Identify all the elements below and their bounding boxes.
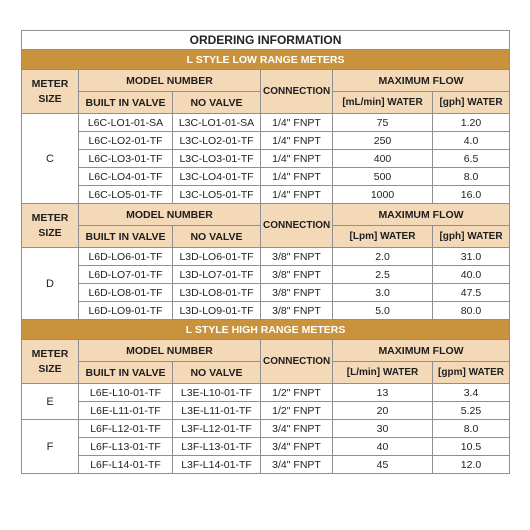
table-row — [22, 284, 510, 302]
built-in-valve-cell: L6E-L10-01-TF — [79, 384, 173, 402]
meter-header-label: METER — [31, 211, 69, 224]
built-in-valve-cell: L6C-LO4-01-TF — [79, 168, 173, 186]
connection-cell: 1/2" FNPT — [261, 384, 333, 402]
maximum-flow-header: MAXIMUM FLOW — [333, 70, 510, 92]
max-flow-imperial-cell: 31.0 — [433, 248, 510, 266]
meter-size-cell: C — [22, 114, 79, 204]
built-in-valve-cell: L6D-LO8-01-TF — [79, 284, 173, 302]
table-row — [22, 266, 510, 284]
max-flow-metric-cell: 1000 — [333, 186, 433, 204]
connection-cell: 3/8" FNPT — [261, 302, 333, 320]
built-in-valve-cell: L6C-LO1-01-SA — [79, 114, 173, 132]
section-band: L STYLE HIGH RANGE METERS — [22, 320, 510, 340]
model-number-header: MODEL NUMBER — [79, 204, 261, 226]
flow-unit-header: [Lpm] WATER — [333, 226, 433, 248]
maximum-flow-header: MAXIMUM FLOW — [333, 204, 510, 226]
no-valve-cell: L3C-LO2-01-TF — [173, 132, 261, 150]
max-flow-imperial-cell: 40.0 — [433, 266, 510, 284]
flow-unit-header: [mL/min] WATER — [333, 92, 433, 114]
no-valve-cell: L3F-L14-01-TF — [173, 456, 261, 474]
flow-unit-header: [L/min] WATER — [333, 362, 433, 384]
built-in-valve-cell: L6F-L13-01-TF — [79, 438, 173, 456]
max-flow-metric-cell: 2.5 — [333, 266, 433, 284]
meter-size-header — [22, 340, 79, 384]
max-flow-imperial-cell: 80.0 — [433, 302, 510, 320]
flow-unit-header: [gpm] WATER — [433, 362, 510, 384]
no-valve-cell: L3E-L10-01-TF — [173, 384, 261, 402]
table-row — [22, 248, 510, 266]
built-in-valve-header: BUILT IN VALVE — [79, 92, 173, 114]
connection-header: CONNECTION — [261, 340, 333, 384]
max-flow-imperial-cell: 1.20 — [433, 114, 510, 132]
meter-size-cell: D — [22, 248, 79, 320]
max-flow-metric-cell: 2.0 — [333, 248, 433, 266]
built-in-valve-header: BUILT IN VALVE — [79, 362, 173, 384]
ordering-information-table — [21, 30, 510, 474]
size-header-label: SIZE — [38, 226, 62, 239]
header-row — [22, 204, 510, 226]
max-flow-imperial-cell: 16.0 — [433, 186, 510, 204]
section-band: L STYLE LOW RANGE METERS — [22, 50, 510, 70]
table-row — [22, 420, 510, 438]
max-flow-imperial-cell: 3.4 — [433, 384, 510, 402]
max-flow-imperial-cell: 47.5 — [433, 284, 510, 302]
section-band-row — [22, 50, 510, 70]
header-row — [22, 70, 510, 92]
connection-cell: 3/8" FNPT — [261, 248, 333, 266]
size-header-label: SIZE — [38, 362, 62, 375]
table-row — [22, 402, 510, 420]
built-in-valve-cell: L6C-LO3-01-TF — [79, 150, 173, 168]
built-in-valve-header: BUILT IN VALVE — [79, 226, 173, 248]
built-in-valve-cell: L6C-LO5-01-TF — [79, 186, 173, 204]
model-number-header: MODEL NUMBER — [79, 340, 261, 362]
connection-cell: 1/4" FNPT — [261, 150, 333, 168]
connection-cell: 3/8" FNPT — [261, 266, 333, 284]
no-valve-cell: L3F-L12-01-TF — [173, 420, 261, 438]
max-flow-imperial-cell: 12.0 — [433, 456, 510, 474]
table-row — [22, 168, 510, 186]
connection-cell: 3/4" FNPT — [261, 456, 333, 474]
meter-header-label: METER — [31, 347, 69, 360]
connection-cell: 3/4" FNPT — [261, 420, 333, 438]
meter-size-header — [22, 70, 79, 114]
table-row — [22, 114, 510, 132]
built-in-valve-cell: L6E-L11-01-TF — [79, 402, 173, 420]
table-row — [22, 186, 510, 204]
max-flow-metric-cell: 500 — [333, 168, 433, 186]
connection-cell: 1/4" FNPT — [261, 168, 333, 186]
no-valve-cell: L3D-LO9-01-TF — [173, 302, 261, 320]
table-title: ORDERING INFORMATION — [22, 31, 510, 50]
size-header-label: SIZE — [38, 92, 62, 105]
no-valve-cell: L3D-LO8-01-TF — [173, 284, 261, 302]
table-row — [22, 384, 510, 402]
no-valve-header: NO VALVE — [173, 362, 261, 384]
meter-size-cell: F — [22, 420, 79, 474]
table-row — [22, 302, 510, 320]
flow-unit-header: [gph] WATER — [433, 226, 510, 248]
table-row — [22, 132, 510, 150]
meter-size-cell: E — [22, 384, 79, 420]
connection-cell: 3/8" FNPT — [261, 284, 333, 302]
built-in-valve-cell: L6D-LO9-01-TF — [79, 302, 173, 320]
max-flow-imperial-cell: 5.25 — [433, 402, 510, 420]
no-valve-header: NO VALVE — [173, 226, 261, 248]
max-flow-imperial-cell: 4.0 — [433, 132, 510, 150]
no-valve-cell: L3D-LO6-01-TF — [173, 248, 261, 266]
max-flow-metric-cell: 20 — [333, 402, 433, 420]
built-in-valve-cell: L6F-L14-01-TF — [79, 456, 173, 474]
no-valve-cell: L3C-LO4-01-TF — [173, 168, 261, 186]
table-row — [22, 456, 510, 474]
max-flow-metric-cell: 30 — [333, 420, 433, 438]
no-valve-cell: L3D-LO7-01-TF — [173, 266, 261, 284]
max-flow-metric-cell: 13 — [333, 384, 433, 402]
connection-cell: 1/2" FNPT — [261, 402, 333, 420]
section-band-row — [22, 320, 510, 340]
max-flow-imperial-cell: 6.5 — [433, 150, 510, 168]
no-valve-cell: L3C-LO1-01-SA — [173, 114, 261, 132]
max-flow-metric-cell: 250 — [333, 132, 433, 150]
built-in-valve-cell: L6C-LO2-01-TF — [79, 132, 173, 150]
max-flow-imperial-cell: 8.0 — [433, 168, 510, 186]
built-in-valve-cell: L6D-LO6-01-TF — [79, 248, 173, 266]
max-flow-metric-cell: 400 — [333, 150, 433, 168]
connection-header: CONNECTION — [261, 70, 333, 114]
flow-unit-header: [gph] WATER — [433, 92, 510, 114]
table-body — [22, 31, 510, 474]
header-row — [22, 340, 510, 362]
max-flow-metric-cell: 3.0 — [333, 284, 433, 302]
meter-size-header — [22, 204, 79, 248]
connection-cell: 1/4" FNPT — [261, 186, 333, 204]
connection-cell: 3/4" FNPT — [261, 438, 333, 456]
max-flow-metric-cell: 75 — [333, 114, 433, 132]
maximum-flow-header: MAXIMUM FLOW — [333, 340, 510, 362]
max-flow-metric-cell: 40 — [333, 438, 433, 456]
connection-cell: 1/4" FNPT — [261, 132, 333, 150]
connection-cell: 1/4" FNPT — [261, 114, 333, 132]
built-in-valve-cell: L6F-L12-01-TF — [79, 420, 173, 438]
no-valve-cell: L3C-LO3-01-TF — [173, 150, 261, 168]
model-number-header: MODEL NUMBER — [79, 70, 261, 92]
table-row — [22, 438, 510, 456]
meter-header-label: METER — [31, 77, 69, 90]
built-in-valve-cell: L6D-LO7-01-TF — [79, 266, 173, 284]
title-row — [22, 31, 510, 50]
max-flow-metric-cell: 45 — [333, 456, 433, 474]
no-valve-cell: L3E-L11-01-TF — [173, 402, 261, 420]
table-row — [22, 150, 510, 168]
no-valve-cell: L3C-LO5-01-TF — [173, 186, 261, 204]
max-flow-metric-cell: 5.0 — [333, 302, 433, 320]
max-flow-imperial-cell: 8.0 — [433, 420, 510, 438]
connection-header: CONNECTION — [261, 204, 333, 248]
max-flow-imperial-cell: 10.5 — [433, 438, 510, 456]
no-valve-header: NO VALVE — [173, 92, 261, 114]
no-valve-cell: L3F-L13-01-TF — [173, 438, 261, 456]
